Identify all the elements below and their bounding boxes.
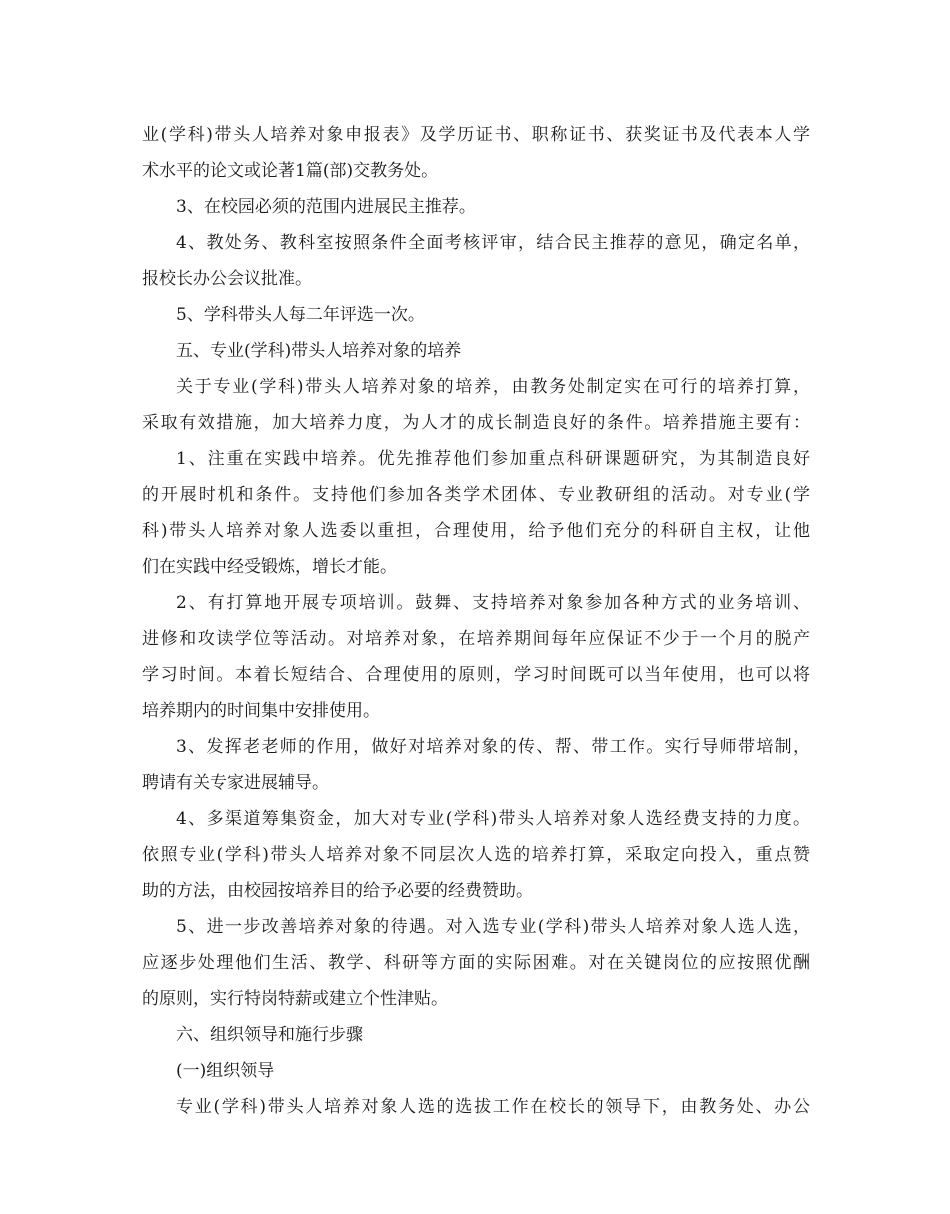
paragraph-line (142, 153, 810, 189)
line-text: 科)带头人培养对象人选委以重担，合理使用，给予他们充分的科研自主权，让他 (142, 521, 810, 541)
line-text: 术水平的论文或论著1篇(部)交教务处。 (142, 161, 439, 181)
paragraph-line (142, 225, 810, 261)
paragraph-line (142, 549, 810, 585)
paragraph-line (142, 1017, 810, 1053)
paragraph-line (142, 1053, 810, 1089)
line-text: 2、有打算地开展专项培训。鼓舞、支持培养对象参加各种方式的业务培训、 (176, 593, 810, 613)
document-page (142, 117, 810, 1125)
paragraph-line (142, 441, 810, 477)
line-text: 采取有效措施，加大培养力度，为人才的成长制造良好的条件。培养措施主要有： (142, 413, 810, 433)
paragraph-line (142, 981, 810, 1017)
line-text: 关于专业(学科)带头人培养对象的培养，由教务处制定实在可行的培养打算， (176, 377, 810, 397)
line-text: 应逐步处理他们生活、教学、科研等方面的实际困难。对在关键岗位的应按照优酬 (142, 953, 810, 973)
line-text: 4、多渠道筹集资金，加大对专业(学科)带头人培养对象人选经费支持的力度。 (176, 809, 810, 829)
line-text: 专业(学科)带头人培养对象人选的选拔工作在校长的领导下，由教务处、办公 (176, 1097, 810, 1117)
paragraph-line (142, 585, 810, 621)
paragraph-line (142, 1089, 810, 1125)
paragraph-line (142, 909, 810, 945)
paragraph-line (142, 189, 810, 225)
paragraph-line (142, 729, 810, 765)
paragraph-line (142, 657, 810, 693)
line-text: (一)组织领导 (176, 1061, 275, 1081)
line-text: 4、教处务、教科室按照条件全面考核评审，结合民主推荐的意见，确定名单， (176, 233, 810, 253)
paragraph-line (142, 873, 810, 909)
paragraph-line (142, 117, 810, 153)
paragraph-line (142, 513, 810, 549)
line-text: 报校长办公会议批准。 (142, 269, 312, 289)
paragraph-line (142, 477, 810, 513)
paragraph-line (142, 837, 810, 873)
line-text: 5、学科带头人每二年评选一次。 (176, 305, 425, 325)
line-text: 业(学科)带头人培养对象申报表》及学历证书、职称证书、获奖证书及代表本人学 (142, 125, 810, 145)
paragraph-line (142, 693, 810, 729)
paragraph-line (142, 261, 810, 297)
line-text: 5、进一步改善培养对象的待遇。对入选专业(学科)带头人培养对象人选人选， (176, 917, 810, 937)
paragraph-line (142, 945, 810, 981)
paragraph-line (142, 297, 810, 333)
paragraph-line (142, 369, 810, 405)
paragraph-line (142, 621, 810, 657)
line-text: 进修和攻读学位等活动。对培养对象，在培养期间每年应保证不少于一个月的脱产 (142, 629, 810, 649)
line-text: 3、发挥老老师的作用，做好对培养对象的传、帮、带工作。实行导师带培制， (176, 737, 810, 757)
line-text: 1、注重在实践中培养。优先推荐他们参加重点科研课题研究，为其制造良好 (176, 449, 810, 469)
line-text: 3、在校园必须的范围内进展民主推荐。 (176, 197, 476, 217)
line-text: 的原则，实行特岗特薪或建立个性津贴。 (142, 989, 448, 1009)
paragraph-line (142, 333, 810, 369)
paragraph-line (142, 405, 810, 441)
line-text: 助的方法，由校园按培养目的给予必要的经费赞助。 (142, 881, 533, 901)
paragraph-line (142, 801, 810, 837)
line-text: 的开展时机和条件。支持他们参加各类学术团体、专业教研组的活动。对专业(学 (142, 485, 810, 505)
line-text: 培养期内的时间集中安排使用。 (142, 701, 380, 721)
line-text: 依照专业(学科)带头人培养对象不同层次人选的培养打算，采取定向投入，重点赞 (142, 845, 810, 865)
line-text: 们在实践中经受锻炼，增长才能。 (142, 557, 397, 577)
line-text: 六、组织领导和施行步骤 (176, 1025, 363, 1045)
line-text: 学习时间。本着长短结合、合理使用的原则，学习时间既可以当年使用，也可以将 (142, 665, 810, 685)
paragraph-line (142, 765, 810, 801)
line-text: 五、专业(学科)带头人培养对象的培养 (176, 341, 462, 361)
line-text: 聘请有关专家进展辅导。 (142, 773, 329, 793)
